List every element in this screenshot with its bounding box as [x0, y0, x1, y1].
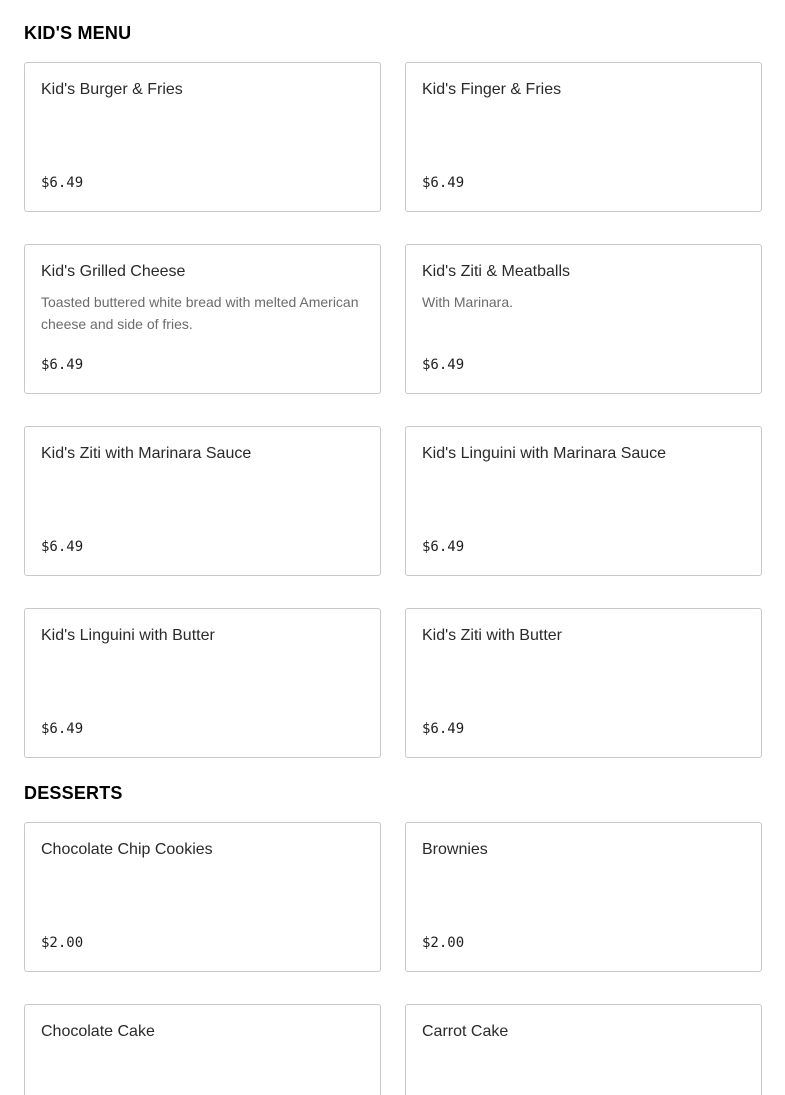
menu-item-price: $6.49: [422, 721, 465, 737]
menu-item-description: Toasted buttered white bread with melted American cheese and side of fries.: [41, 294, 359, 332]
section-title-desserts: DESSERTS: [24, 783, 123, 803]
menu-item-price: $2.00: [41, 935, 84, 951]
menu-item-card[interactable]: [405, 244, 762, 394]
menu-item-name: Kid's Ziti with Butter: [422, 627, 562, 644]
menu-item-card[interactable]: [405, 1004, 762, 1095]
menu-item-card[interactable]: [405, 426, 762, 576]
menu-item-name: Chocolate Chip Cookies: [41, 841, 213, 858]
menu-item-card[interactable]: [24, 1004, 381, 1095]
section-title-kids-menu: KID'S MENU: [24, 23, 132, 43]
menu-item-price: $6.49: [41, 721, 84, 737]
menu-item-description: With Marinara.: [422, 294, 514, 310]
menu-item-name: Kid's Ziti with Marinara Sauce: [41, 445, 252, 462]
menu-item-name: Chocolate Cake: [41, 1023, 155, 1040]
menu-item-name: Carrot Cake: [422, 1023, 509, 1040]
menu-item-card[interactable]: [24, 62, 381, 212]
menu-item-card[interactable]: [24, 426, 381, 576]
menu-item-card[interactable]: [24, 244, 381, 394]
menu-item-name: Brownies: [422, 841, 488, 858]
menu-item-name: Kid's Linguini with Marinara Sauce: [422, 445, 667, 462]
menu-item-name: Kid's Ziti & Meatballs: [422, 263, 570, 280]
menu-item-price: $6.49: [422, 539, 465, 555]
menu-item-price: $6.49: [422, 175, 465, 191]
menu-item-price: $6.49: [41, 539, 84, 555]
menu-item-name: Kid's Burger & Fries: [41, 81, 183, 98]
menu-item-card[interactable]: [405, 62, 762, 212]
menu-item-name: Kid's Finger & Fries: [422, 81, 562, 98]
menu-item-name: Kid's Linguini with Butter: [41, 627, 215, 644]
menu-item-price: $6.49: [41, 175, 84, 191]
menu-item-price: $2.00: [422, 935, 465, 951]
menu-item-card[interactable]: [24, 822, 381, 972]
menu-item-card[interactable]: [405, 822, 762, 972]
menu-item-name: Kid's Grilled Cheese: [41, 263, 186, 280]
menu-item-price: $6.49: [41, 357, 84, 373]
menu-item-card[interactable]: [24, 608, 381, 758]
menu-item-price: $6.49: [422, 357, 465, 373]
menu-item-card[interactable]: [405, 608, 762, 758]
